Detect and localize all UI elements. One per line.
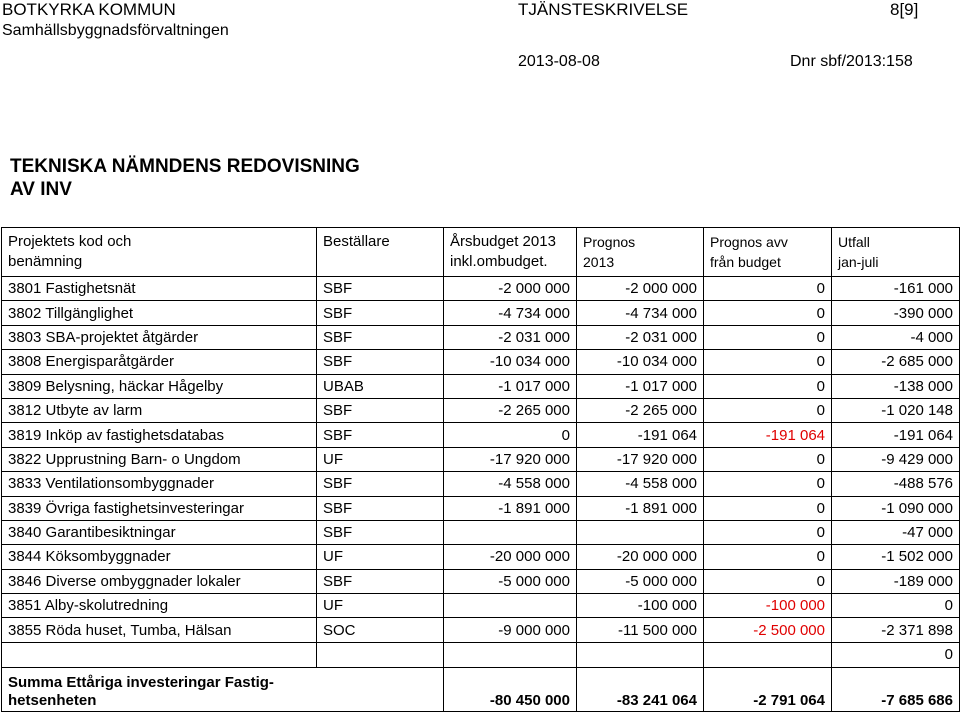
project-name-cell: 3803 SBA-projektet åtgärder <box>2 325 317 349</box>
deviation-cell: 0 <box>704 277 832 301</box>
summary-deviation-cell: -2 791 064 <box>704 667 832 711</box>
deviation-cell: 0 <box>704 496 832 520</box>
budget-cell: -4 558 000 <box>444 472 577 496</box>
column-header-outcome: Utfall jan-juli <box>832 228 960 277</box>
forecast-cell: -1 017 000 <box>577 374 704 398</box>
forecast-cell: -4 734 000 <box>577 301 704 325</box>
budget-cell: -17 920 000 <box>444 447 577 471</box>
forecast-cell: -5 000 000 <box>577 569 704 593</box>
investment-table <box>1 227 960 712</box>
summary-outcome-cell: -7 685 686 <box>832 667 960 711</box>
outcome-cell: -2 685 000 <box>832 350 960 374</box>
table-row <box>2 447 960 471</box>
table-row <box>2 472 960 496</box>
orderer-cell: SBF <box>317 569 444 593</box>
budget-cell: -2 265 000 <box>444 398 577 422</box>
deviation-cell: 0 <box>704 350 832 374</box>
table-row <box>2 301 960 325</box>
deviation-cell: 0 <box>704 374 832 398</box>
orderer-cell: SBF <box>317 350 444 374</box>
outcome-cell: -138 000 <box>832 374 960 398</box>
org-name: BOTKYRKA KOMMUN <box>2 0 176 19</box>
table-row <box>2 594 960 618</box>
orderer-cell: UF <box>317 447 444 471</box>
deviation-cell: 0 <box>704 301 832 325</box>
forecast-cell: -2 265 000 <box>577 398 704 422</box>
table-row <box>2 520 960 544</box>
project-name-cell: 3833 Ventilationsombyggnader <box>2 472 317 496</box>
empty-cell <box>317 642 444 667</box>
outcome-cell: -488 576 <box>832 472 960 496</box>
deviation-cell: 0 <box>704 325 832 349</box>
orderer-cell: SBF <box>317 520 444 544</box>
outcome-cell: 0 <box>832 642 960 667</box>
table-row <box>2 618 960 642</box>
document-date: 2013-08-08 <box>518 53 600 70</box>
table-header-row <box>2 228 960 277</box>
summary-label: Summa Ettåriga investeringar Fastig- hetsenheten <box>2 667 444 711</box>
outcome-cell: -4 000 <box>832 325 960 349</box>
budget-cell: -1 891 000 <box>444 496 577 520</box>
deviation-cell: -2 500 000 <box>704 618 832 642</box>
project-name-cell: 3802 Tillgänglighet <box>2 301 317 325</box>
outcome-cell: -161 000 <box>832 277 960 301</box>
outcome-cell: -1 020 148 <box>832 398 960 422</box>
budget-cell: -1 017 000 <box>444 374 577 398</box>
orderer-cell: SBF <box>317 472 444 496</box>
budget-cell: -2 000 000 <box>444 277 577 301</box>
budget-cell: -10 034 000 <box>444 350 577 374</box>
budget-cell: -9 000 000 <box>444 618 577 642</box>
forecast-cell: -1 891 000 <box>577 496 704 520</box>
column-header-project: Projektets kod och benämning <box>2 228 317 277</box>
table-row <box>2 569 960 593</box>
orderer-cell: SBF <box>317 301 444 325</box>
project-name-cell: 3801 Fastighetsnät <box>2 277 317 301</box>
summary-row <box>2 667 960 711</box>
table-row <box>2 398 960 422</box>
column-header-budget: Årsbudget 2013 inkl.ombudget. <box>444 228 577 277</box>
table-row <box>2 423 960 447</box>
summary-budget-cell: -80 450 000 <box>444 667 577 711</box>
forecast-cell: -11 500 000 <box>577 618 704 642</box>
empty-cell <box>704 642 832 667</box>
table-row <box>2 545 960 569</box>
forecast-cell: -191 064 <box>577 423 704 447</box>
forecast-cell: -100 000 <box>577 594 704 618</box>
outcome-cell: -390 000 <box>832 301 960 325</box>
budget-cell: 0 <box>444 423 577 447</box>
summary-forecast-cell: -83 241 064 <box>577 667 704 711</box>
forecast-cell: -20 000 000 <box>577 545 704 569</box>
deviation-cell: 0 <box>704 545 832 569</box>
orderer-cell: UF <box>317 594 444 618</box>
empty-cell <box>444 642 577 667</box>
orderer-cell: UBAB <box>317 374 444 398</box>
project-name-cell: 3844 Köksombyggnader <box>2 545 317 569</box>
budget-cell <box>444 594 577 618</box>
column-header-orderer: Beställare <box>317 228 444 277</box>
department-name: Samhällsbyggnadsförvaltningen <box>2 22 229 39</box>
forecast-cell: -2 031 000 <box>577 325 704 349</box>
project-name-cell: 3839 Övriga fastighetsinvesteringar <box>2 496 317 520</box>
project-name-cell: 3819 Inköp av fastighetsdatabas <box>2 423 317 447</box>
table-row <box>2 277 960 301</box>
outcome-cell: -2 371 898 <box>832 618 960 642</box>
page-number: 8[9] <box>890 0 919 19</box>
project-name-cell: 3812 Utbyte av larm <box>2 398 317 422</box>
column-header-deviation: Prognos avv från budget <box>704 228 832 277</box>
table-row <box>2 325 960 349</box>
orderer-cell: SBF <box>317 496 444 520</box>
outcome-cell: -9 429 000 <box>832 447 960 471</box>
deviation-cell: 0 <box>704 569 832 593</box>
orderer-cell: UF <box>317 545 444 569</box>
column-header-forecast: Prognos 2013 <box>577 228 704 277</box>
orderer-cell: SOC <box>317 618 444 642</box>
table-row-blank <box>2 642 960 667</box>
document-type: TJÄNSTESKRIVELSE <box>518 0 689 19</box>
orderer-cell: SBF <box>317 423 444 447</box>
outcome-cell: -189 000 <box>832 569 960 593</box>
project-name-cell: 3840 Garantibesiktningar <box>2 520 317 544</box>
report-title-line1: TEKNISKA NÄMNDENS REDOVISNING <box>10 156 360 177</box>
deviation-cell: -100 000 <box>704 594 832 618</box>
orderer-cell: SBF <box>317 325 444 349</box>
deviation-cell: 0 <box>704 520 832 544</box>
outcome-cell: -47 000 <box>832 520 960 544</box>
project-name-cell: 3822 Upprustning Barn- o Ungdom <box>2 447 317 471</box>
forecast-cell: -17 920 000 <box>577 447 704 471</box>
project-name-cell: 3851 Alby-skolutredning <box>2 594 317 618</box>
table-row <box>2 350 960 374</box>
empty-cell <box>2 642 317 667</box>
table-row <box>2 374 960 398</box>
outcome-cell: -191 064 <box>832 423 960 447</box>
table-row <box>2 496 960 520</box>
report-title-line2: AV INV <box>10 179 72 200</box>
empty-cell <box>577 642 704 667</box>
deviation-cell: 0 <box>704 472 832 496</box>
outcome-cell: -1 502 000 <box>832 545 960 569</box>
deviation-cell: -191 064 <box>704 423 832 447</box>
project-name-cell: 3808 Energisparåtgärder <box>2 350 317 374</box>
orderer-cell: SBF <box>317 277 444 301</box>
orderer-cell: SBF <box>317 398 444 422</box>
project-name-cell: 3846 Diverse ombyggnader lokaler <box>2 569 317 593</box>
outcome-cell: -1 090 000 <box>832 496 960 520</box>
forecast-cell <box>577 520 704 544</box>
forecast-cell: -4 558 000 <box>577 472 704 496</box>
project-name-cell: 3809 Belysning, häckar Hågelby <box>2 374 317 398</box>
budget-cell: -2 031 000 <box>444 325 577 349</box>
forecast-cell: -2 000 000 <box>577 277 704 301</box>
registration-number: Dnr sbf/2013:158 <box>790 53 913 70</box>
outcome-cell: 0 <box>832 594 960 618</box>
budget-cell <box>444 520 577 544</box>
budget-cell: -4 734 000 <box>444 301 577 325</box>
forecast-cell: -10 034 000 <box>577 350 704 374</box>
deviation-cell: 0 <box>704 398 832 422</box>
budget-cell: -5 000 000 <box>444 569 577 593</box>
deviation-cell: 0 <box>704 447 832 471</box>
project-name-cell: 3855 Röda huset, Tumba, Hälsan <box>2 618 317 642</box>
budget-cell: -20 000 000 <box>444 545 577 569</box>
